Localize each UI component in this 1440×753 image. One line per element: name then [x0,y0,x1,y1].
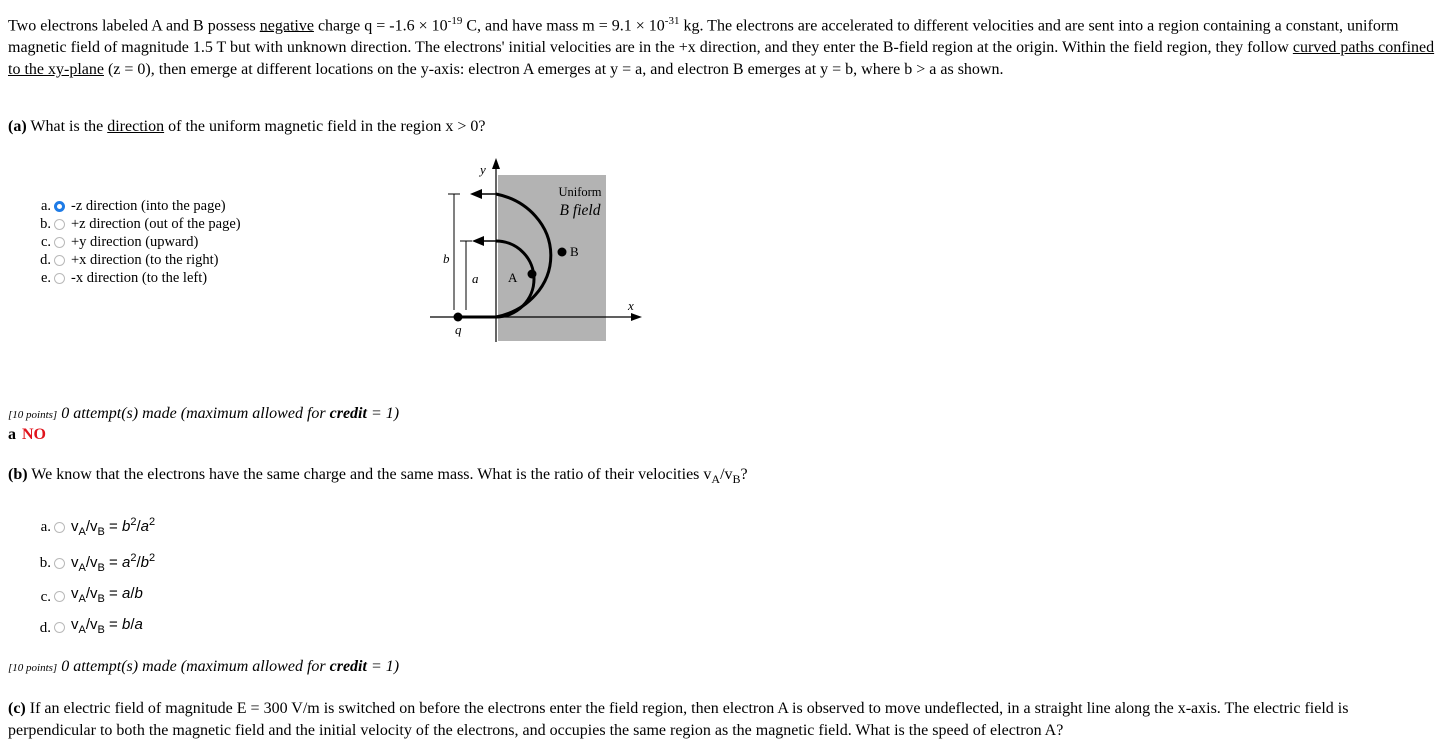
a-dimension-label: a [472,271,479,286]
radio[interactable] [54,558,65,569]
option-e[interactable] [35,269,241,287]
x-axis-arrow [631,313,642,321]
intro-curved-paths-underlined: curved paths confined to the xy-plane [8,39,1435,79]
attempts-text: 0 attempt(s) made (maximum allowed for [57,658,330,675]
radio[interactable] [54,622,65,633]
radio[interactable] [54,273,65,284]
radio[interactable] [54,522,65,533]
option-text: $v_A/v_B = b/a$ [71,616,143,636]
option-a[interactable] [35,197,241,215]
question-a-label: (a) [8,118,27,135]
question-b-text: ? [740,466,748,483]
radio[interactable] [54,219,65,230]
attempts-text: = 1) [366,658,400,675]
question-a-direction-underlined: direction [107,118,165,135]
option-text: $v_A/v_B = a/b$ [71,585,143,605]
y-axis-label: y [480,162,486,177]
intro-text: charge q = -1.6 × 10 [313,17,448,35]
option-letter: b. [40,216,51,232]
question-b-options [35,509,155,643]
electron-b-dot [558,248,567,257]
question-a [8,118,485,136]
question-c-text: If an electric field of magnitude E = 300 V/m is switched on before the electrons enter the field region, then electron A is observed to move undeflected, in a straight line along the x-axis. The electric field is perpendicular to both the magnetic field and the initial velocity of the electrons, and occupies the same region as the magnetic field. What is the speed of electron A? [8,700,1349,739]
subscript: B [732,472,741,487]
radio-selected[interactable] [54,201,65,212]
charge-q-label: q [455,322,462,337]
y-axis-arrow [492,158,500,169]
option-letter: e. [40,270,51,286]
question-b-attempts [8,658,399,676]
answer-result: NO [22,426,46,443]
option-text: +y direction (upward) [71,234,199,250]
credit-label: credit [329,658,367,675]
question-a-options [35,197,241,287]
intro-text: C, and have mass m = 9.1 × 10 [462,17,665,35]
intro-negative-underlined: negative [259,17,314,35]
option-b[interactable] [35,545,155,581]
points-label: [10 points] [8,662,58,674]
answer-letter: a [8,426,16,443]
intro-text: kg. The electrons are accelerated to different velocities and are sent into a region containing a constant, uniform magnetic field of magnitude 1.5 T but with unknown direction. The electrons' initial velocities are in the +x direction, and they enter the B-field region at the origin. Within the field region, they follow [8,17,1399,57]
option-text: +x direction (to the right) [71,252,219,268]
option-letter: c. [40,588,51,605]
radio[interactable] [54,237,65,248]
electron-a-label: A [508,270,518,285]
question-a-text: What is the [26,118,108,135]
option-text: +z direction (out of the page) [71,216,241,232]
radio[interactable] [54,591,65,602]
option-letter: c. [40,234,51,250]
radio[interactable] [54,255,65,266]
field-label-bfield: B field [559,202,601,219]
option-b[interactable] [35,215,241,233]
question-a-answer [8,426,46,444]
option-text: $v_A/v_B = b^2/a^2$ [71,516,156,538]
subscript: A [711,472,721,487]
points-label: [10 points] [8,409,58,421]
option-text: -z direction (into the page) [71,198,226,214]
intro-text: (z = 0), then emerge at different locations on the y-axis: electron A emerges at y = a, and electron B emerges at y = b, where b > a as shown. [103,61,1004,79]
option-c[interactable] [35,581,155,612]
mass-exponent: -31 [664,15,680,27]
x-axis-label: x [628,298,634,313]
question-b-text: We know that the electrons have the same charge and the same mass. What is the ratio of their velocities v [27,466,712,483]
electron-a-dot [528,270,537,279]
option-letter: a. [40,519,51,535]
question-b [8,466,748,487]
charge-q-dot [454,313,463,322]
question-c [8,698,1428,742]
attempts-text: 0 attempt(s) made (maximum allowed for [57,405,330,422]
intro-text: Two electrons labeled A and B possess [8,17,260,35]
option-letter: b. [39,555,51,571]
option-text: $v_A/v_B = a^2/b^2$ [71,552,156,574]
question-c-label: (c) [8,700,26,717]
option-a[interactable] [35,509,155,545]
option-text: -x direction (to the left) [71,270,208,286]
b-dimension-label: b [443,251,450,266]
electron-a-arrow [472,236,484,246]
magnetic-field-diagram [410,150,650,350]
option-letter: d. [40,252,51,268]
electron-b-label: B [570,244,579,259]
option-d[interactable] [35,251,241,269]
question-a-text: of the uniform magnetic field in the region x > 0? [164,118,486,135]
problem-intro [8,10,1436,81]
charge-exponent: -19 [447,15,463,27]
option-letter: d. [39,619,51,636]
credit-label: credit [329,405,367,422]
option-c[interactable] [35,233,241,251]
option-d[interactable] [35,612,155,643]
question-b-label: (b) [8,466,28,483]
question-b-text: /v [720,466,733,483]
electron-b-arrow [470,189,482,199]
question-a-attempts [8,405,399,423]
attempts-text: = 1) [366,405,400,422]
option-letter: a. [40,198,51,214]
field-label-uniform: Uniform [558,185,602,199]
